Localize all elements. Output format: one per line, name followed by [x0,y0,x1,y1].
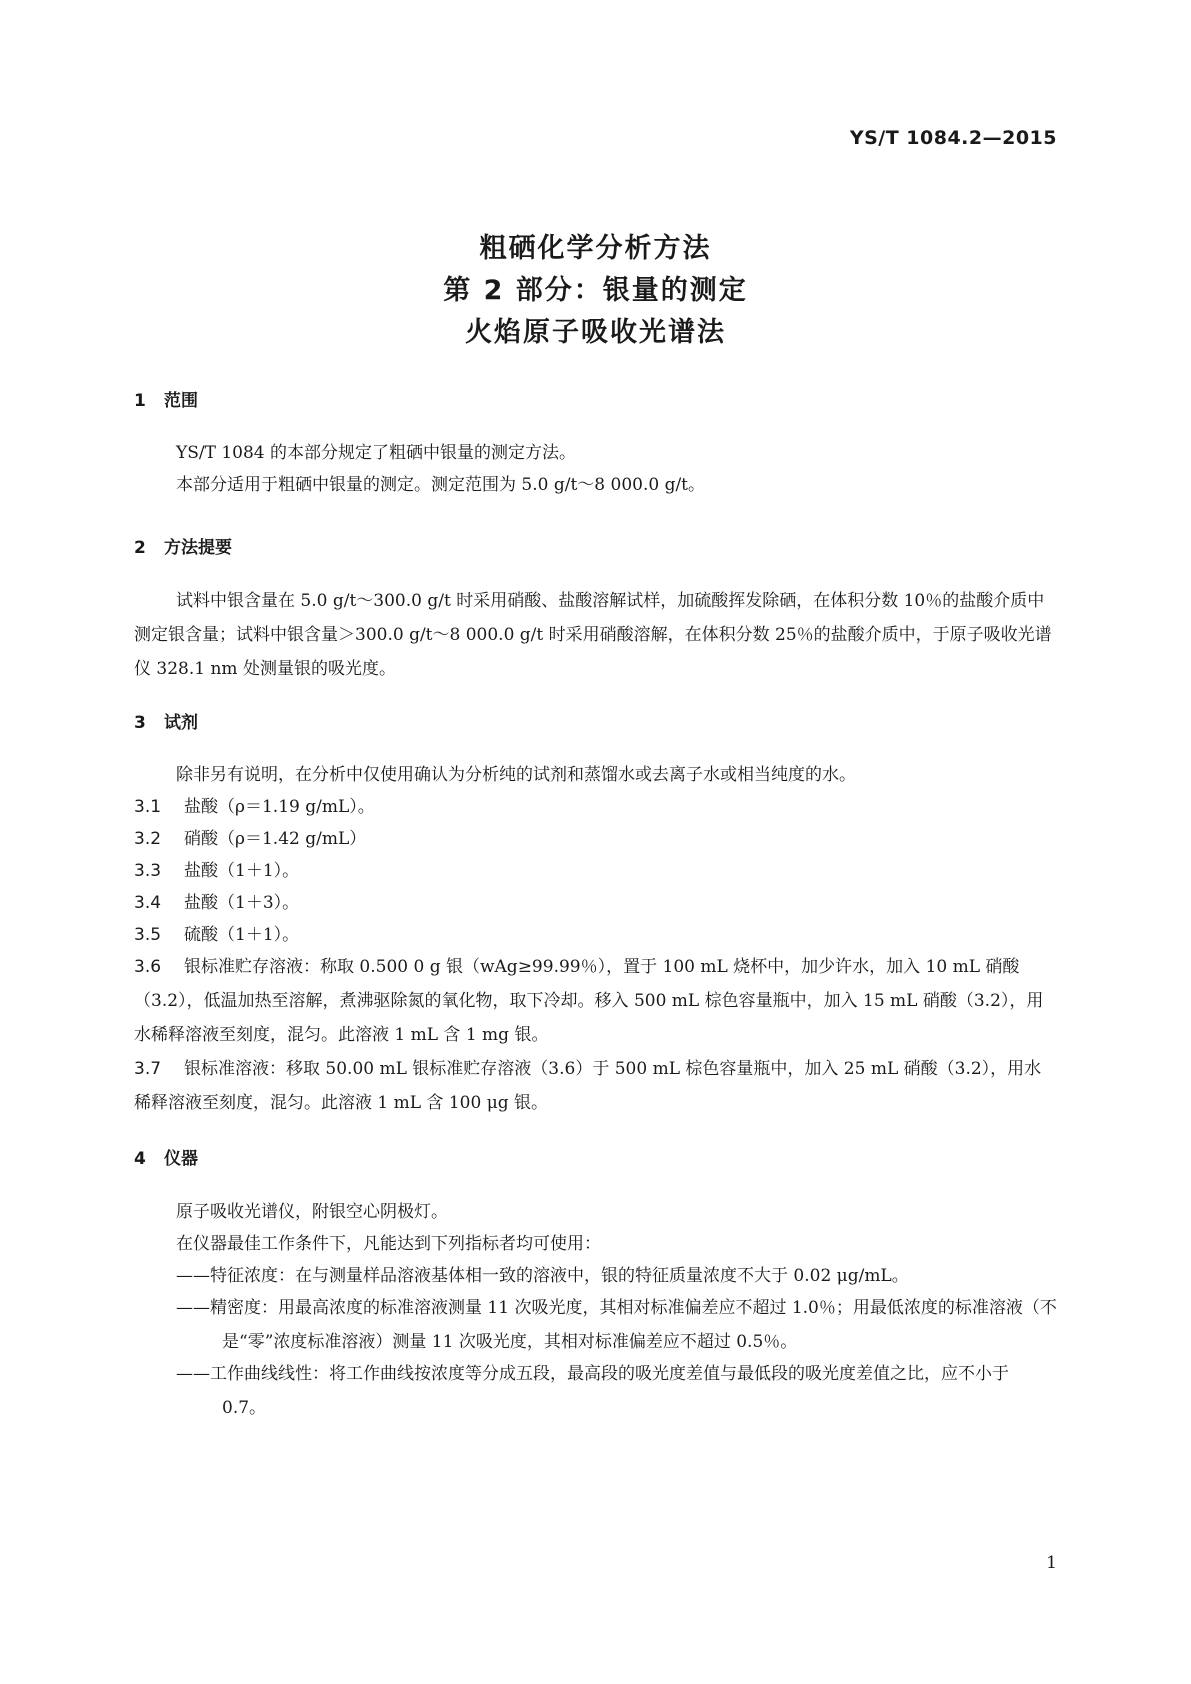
section-title: 范围 [164,391,198,411]
item-text: 硝酸（ρ＝1.42 g/mL） [184,829,367,849]
section-4-paragraph-2: 在仪器最佳工作条件下，凡能达到下列指标者均可使用： [176,1234,601,1254]
item-number: 3.2 [134,829,162,849]
reagent-item [134,1052,1058,1120]
item-number: 3.4 [134,893,162,913]
section-3-intro: 除非另有说明，在分析中仅使用确认为分析纯的试剂和蒸馏水或去离子水或相当纯度的水。 [176,765,856,785]
section-1-paragraph-2: 本部分适用于粗硒中银量的测定。测定范围为 5.0 g/t～8 000.0 g/t。 [176,475,706,495]
section-1-heading [134,386,198,411]
item-text: 盐酸（1＋1）。 [184,861,300,881]
section-title: 仪器 [164,1149,198,1169]
section-2-heading [134,533,232,558]
title-line-2: 第 2 部分：银量的测定 [443,275,748,306]
spec-dash-item: ——工作曲线线性：将工作曲线按浓度等分成五段，最高段的吸光度差值与最低段的吸光度差值之比，应不小于 0.7。 [176,1364,1009,1418]
item-text: 银标准溶液：移取 50.00 mL 银标准贮存溶液（3.6）于 500 mL 棕色容量瓶中，加入 25 mL 硝酸（3.2），用水稀释溶液至刻度，混匀。此溶液 1 mL 含 100 μg 银。 [134,1059,1042,1113]
item-text: 盐酸（ρ＝1.19 g/mL）。 [184,797,375,817]
standard-number: YS/T 1084.2—2015 [849,127,1057,149]
reagent-item [134,886,1058,920]
item-number: 3.5 [134,925,162,945]
reagent-item [134,918,1058,952]
item-text: 盐酸（1＋3）。 [184,893,300,913]
section-2-paragraph: 试料中银含量在 5.0 g/t～300.0 g/t 时采用硝酸、盐酸溶解试样，加硫酸挥发除硒，在体积分数 10％的盐酸介质中测定银含量；试料中银含量＞300.0 g/t～8 000.0 g/t 时采用硝酸溶解，在体积分数 25％的盐酸介质中，于原子吸收光谱仪 328.1 nm 处测量银的吸光度。 [134,591,1052,679]
document-title [0,228,1191,354]
reagent-item [134,854,1058,888]
spec-dash-item: ——特征浓度：在与测量样品溶液基体相一致的溶液中，银的特征质量浓度不大于 0.02 μg/mL。 [176,1266,909,1286]
section-title: 方法提要 [164,538,232,558]
page-number: 1 [1046,1553,1057,1573]
reagent-item [134,790,1058,824]
section-number: 4 [134,1149,146,1169]
item-text: 银标准贮存溶液：称取 0.500 0 g 银（wAg≥99.99％），置于 100 mL 烧杯中，加少许水，加入 10 mL 硝酸（3.2），低温加热至溶解，煮沸驱除氮的氧化物，取下冷却。移入 500 mL 棕色容量瓶中，加入 15 mL 硝酸（3.2），用水稀释溶液至刻度，混匀。此溶液 1 mL 含 1 mg 银。 [134,957,1044,1045]
section-4-paragraph-1: 原子吸收光谱仪，附银空心阴极灯。 [176,1202,448,1222]
spec-dash-item: ——精密度：用最高浓度的标准溶液测量 11 次吸光度，其相对标准偏差应不超过 1.0％；用最低浓度的标准溶液（不是“零”浓度标准溶液）测量 11 次吸光度，其相对标准偏差应不超过 0.5％。 [176,1298,1057,1352]
item-text: 硫酸（1＋1）。 [184,925,300,945]
title-line-3: 火焰原子吸收光谱法 [465,317,726,348]
title-line-1: 粗硒化学分析方法 [479,233,712,264]
section-number: 2 [134,538,146,558]
section-number: 3 [134,713,146,733]
section-1-paragraph-1: YS/T 1084 的本部分规定了粗硒中银量的测定方法。 [176,443,577,463]
reagent-item [134,950,1058,1052]
reagent-item [134,822,1058,856]
item-number: 3.7 [134,1059,162,1079]
item-number: 3.1 [134,797,162,817]
item-number: 3.6 [134,957,162,977]
section-4-heading [134,1144,198,1169]
section-3-heading [134,708,198,733]
section-title: 试剂 [164,713,198,733]
section-number: 1 [134,391,146,411]
item-number: 3.3 [134,861,162,881]
